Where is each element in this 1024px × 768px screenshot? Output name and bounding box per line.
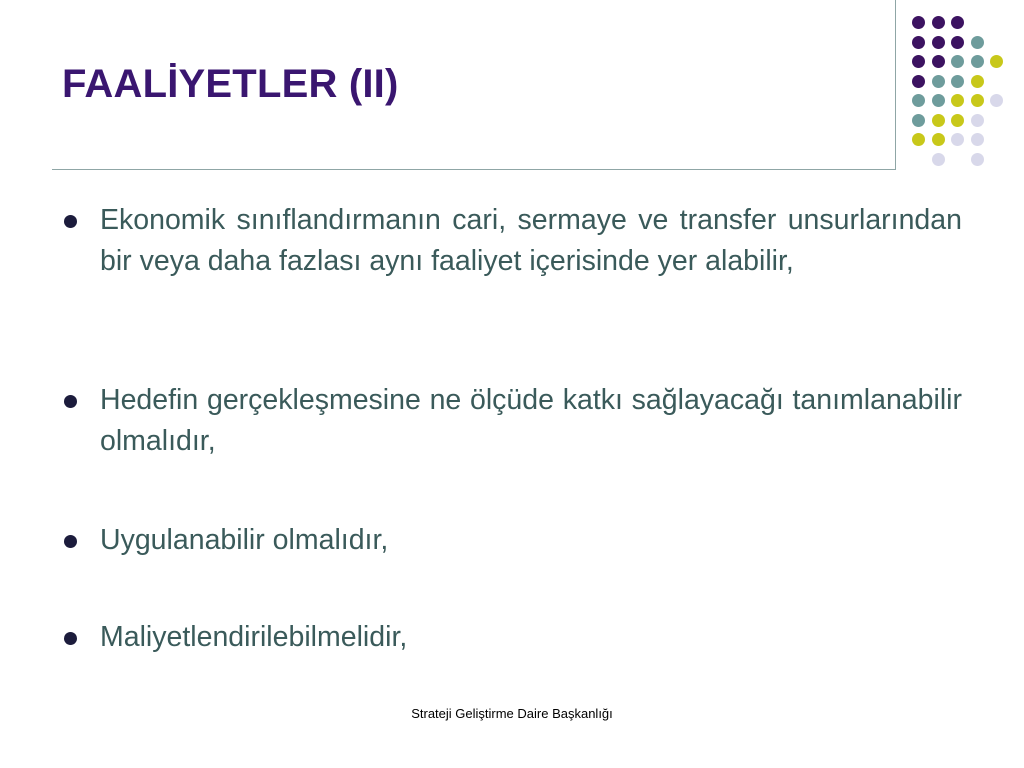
decorative-dot [932,114,945,127]
decorative-dot [932,16,945,29]
decorative-dot [971,114,984,127]
decorative-dot [971,153,984,166]
decorative-dot [932,75,945,88]
bullet-text: Hedefin gerçekleşmesine ne ölçüde katkı sağlayacağı tanımlanabilir olmalıdır, [100,384,962,457]
vertical-divider [895,0,896,170]
bullet-point-icon [64,632,77,645]
decorative-dot [951,114,964,127]
decorative-dot [971,94,984,107]
decorative-dot [912,36,925,49]
decorative-dot [951,55,964,68]
decorative-dot [912,114,925,127]
decorative-dot [951,16,964,29]
list-item [62,617,962,658]
decorative-dot [990,94,1003,107]
decorative-dot [932,55,945,68]
decorative-dot [932,153,945,166]
list-item [62,520,962,561]
list-item [62,380,962,462]
decorative-dot [990,55,1003,68]
decorative-dot [971,55,984,68]
decorative-dot [951,94,964,107]
decorative-dot [951,36,964,49]
horizontal-divider [52,169,896,170]
decorative-dot [912,75,925,88]
decorative-dot [971,36,984,49]
decorative-dot [951,133,964,146]
footer-text: Strateji Geliştirme Daire Başkanlığı [411,706,613,721]
slide-title: FAALİYETLER (II) [62,62,399,106]
decorative-dot [971,75,984,88]
decorative-dot [932,133,945,146]
decorative-dot [912,16,925,29]
list-item [62,200,962,282]
bullet-text: Uygulanabilir olmalıdır, [100,524,389,556]
bullet-point-icon [64,535,77,548]
decorative-dot [912,133,925,146]
decorative-dot [932,36,945,49]
decorative-dot [912,94,925,107]
decorative-dot [912,55,925,68]
bullet-text: Maliyetlendirilebilmelidir, [100,621,408,653]
decorative-dot [951,75,964,88]
bullet-point-icon [64,395,77,408]
decorative-dot [971,133,984,146]
bullet-point-icon [64,215,77,228]
bullet-text: Ekonomik sınıflandırmanın cari, sermaye ve transfer unsurlarından bir veya daha fazlası aynı faaliyet içerisinde yer alabilir, [100,204,962,277]
decorative-dot [932,94,945,107]
